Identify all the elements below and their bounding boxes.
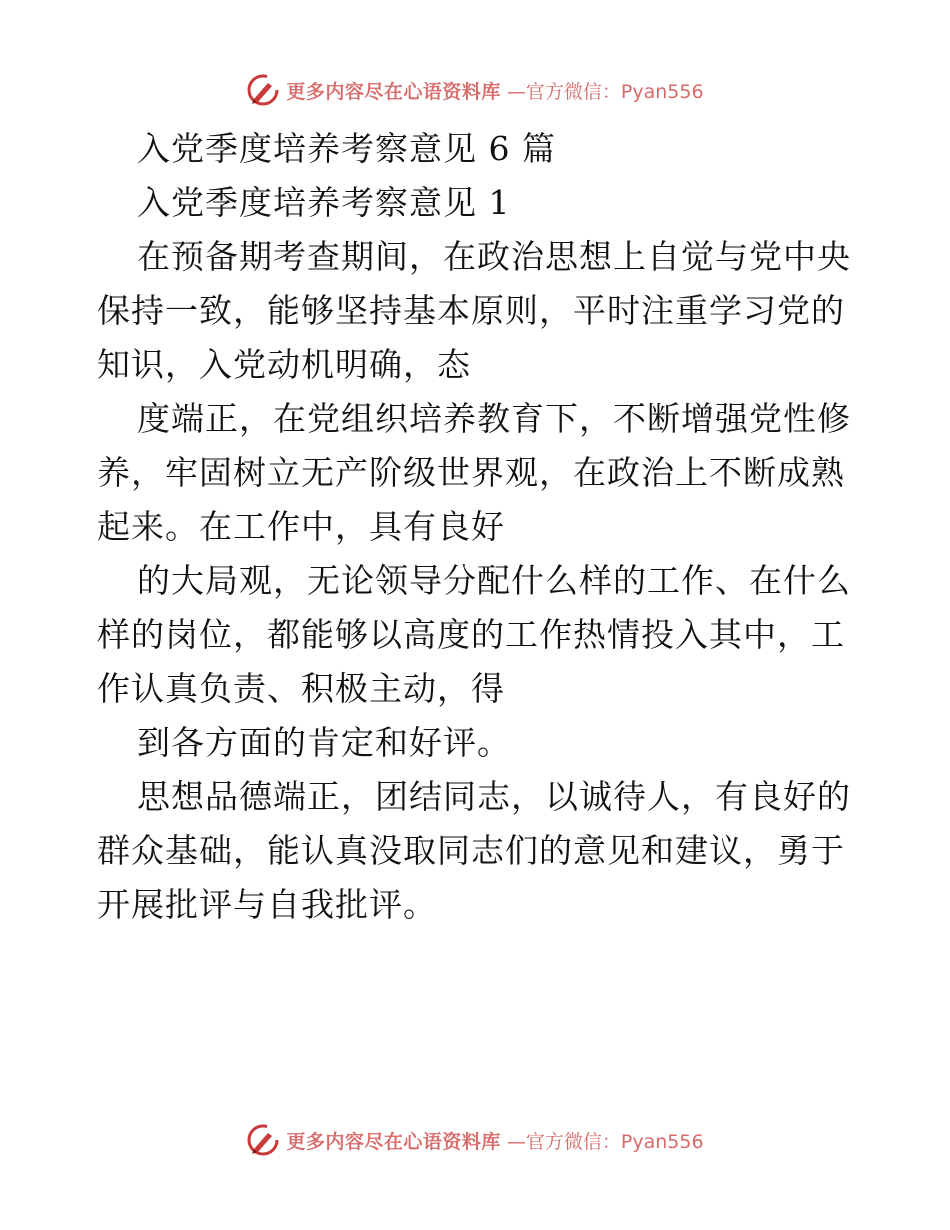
paragraph: 的大局观，无论领导分配什么样的工作、在什么样的岗位，都能够以高度的工作热情投入其中，工作认真负责、积极主动，得 xyxy=(97,561,851,708)
document-title: 入党季度培养考察意见 6 篇 xyxy=(137,129,556,168)
watermark-contact: —官方微信：Pyan556 xyxy=(506,80,704,103)
watermark-contact: —官方微信：Pyan556 xyxy=(506,1130,704,1153)
watermark-brand: 更多内容尽在心语资料库 xyxy=(286,80,501,103)
document-body xyxy=(97,122,857,932)
paragraph: 度端正，在党组织培养教育下，不断增强党性修养，牢固树立无产阶级世界观，在政治上不断成熟起来。在工作中，具有良好 xyxy=(97,399,851,546)
paragraph: 到各方面的肯定和好评。 xyxy=(137,723,511,762)
pen-circle-logo-icon xyxy=(246,1123,280,1157)
footer-watermark xyxy=(0,1120,950,1160)
paragraph: 在预备期考查期间，在政治思想上自觉与党中央保持一致，能够坚持基本原则，平时注重学习党的知识，入党动机明确，态 xyxy=(97,237,851,384)
watermark-brand: 更多内容尽在心语资料库 xyxy=(286,1130,501,1153)
pen-circle-logo-icon xyxy=(246,73,280,107)
document-subtitle: 入党季度培养考察意见 1 xyxy=(137,183,511,222)
header-watermark xyxy=(0,70,950,110)
paragraph: 思想品德端正，团结同志，以诚待人，有良好的群众基础，能认真没取同志们的意见和建议，勇于开展批评与自我批评。 xyxy=(97,777,851,924)
